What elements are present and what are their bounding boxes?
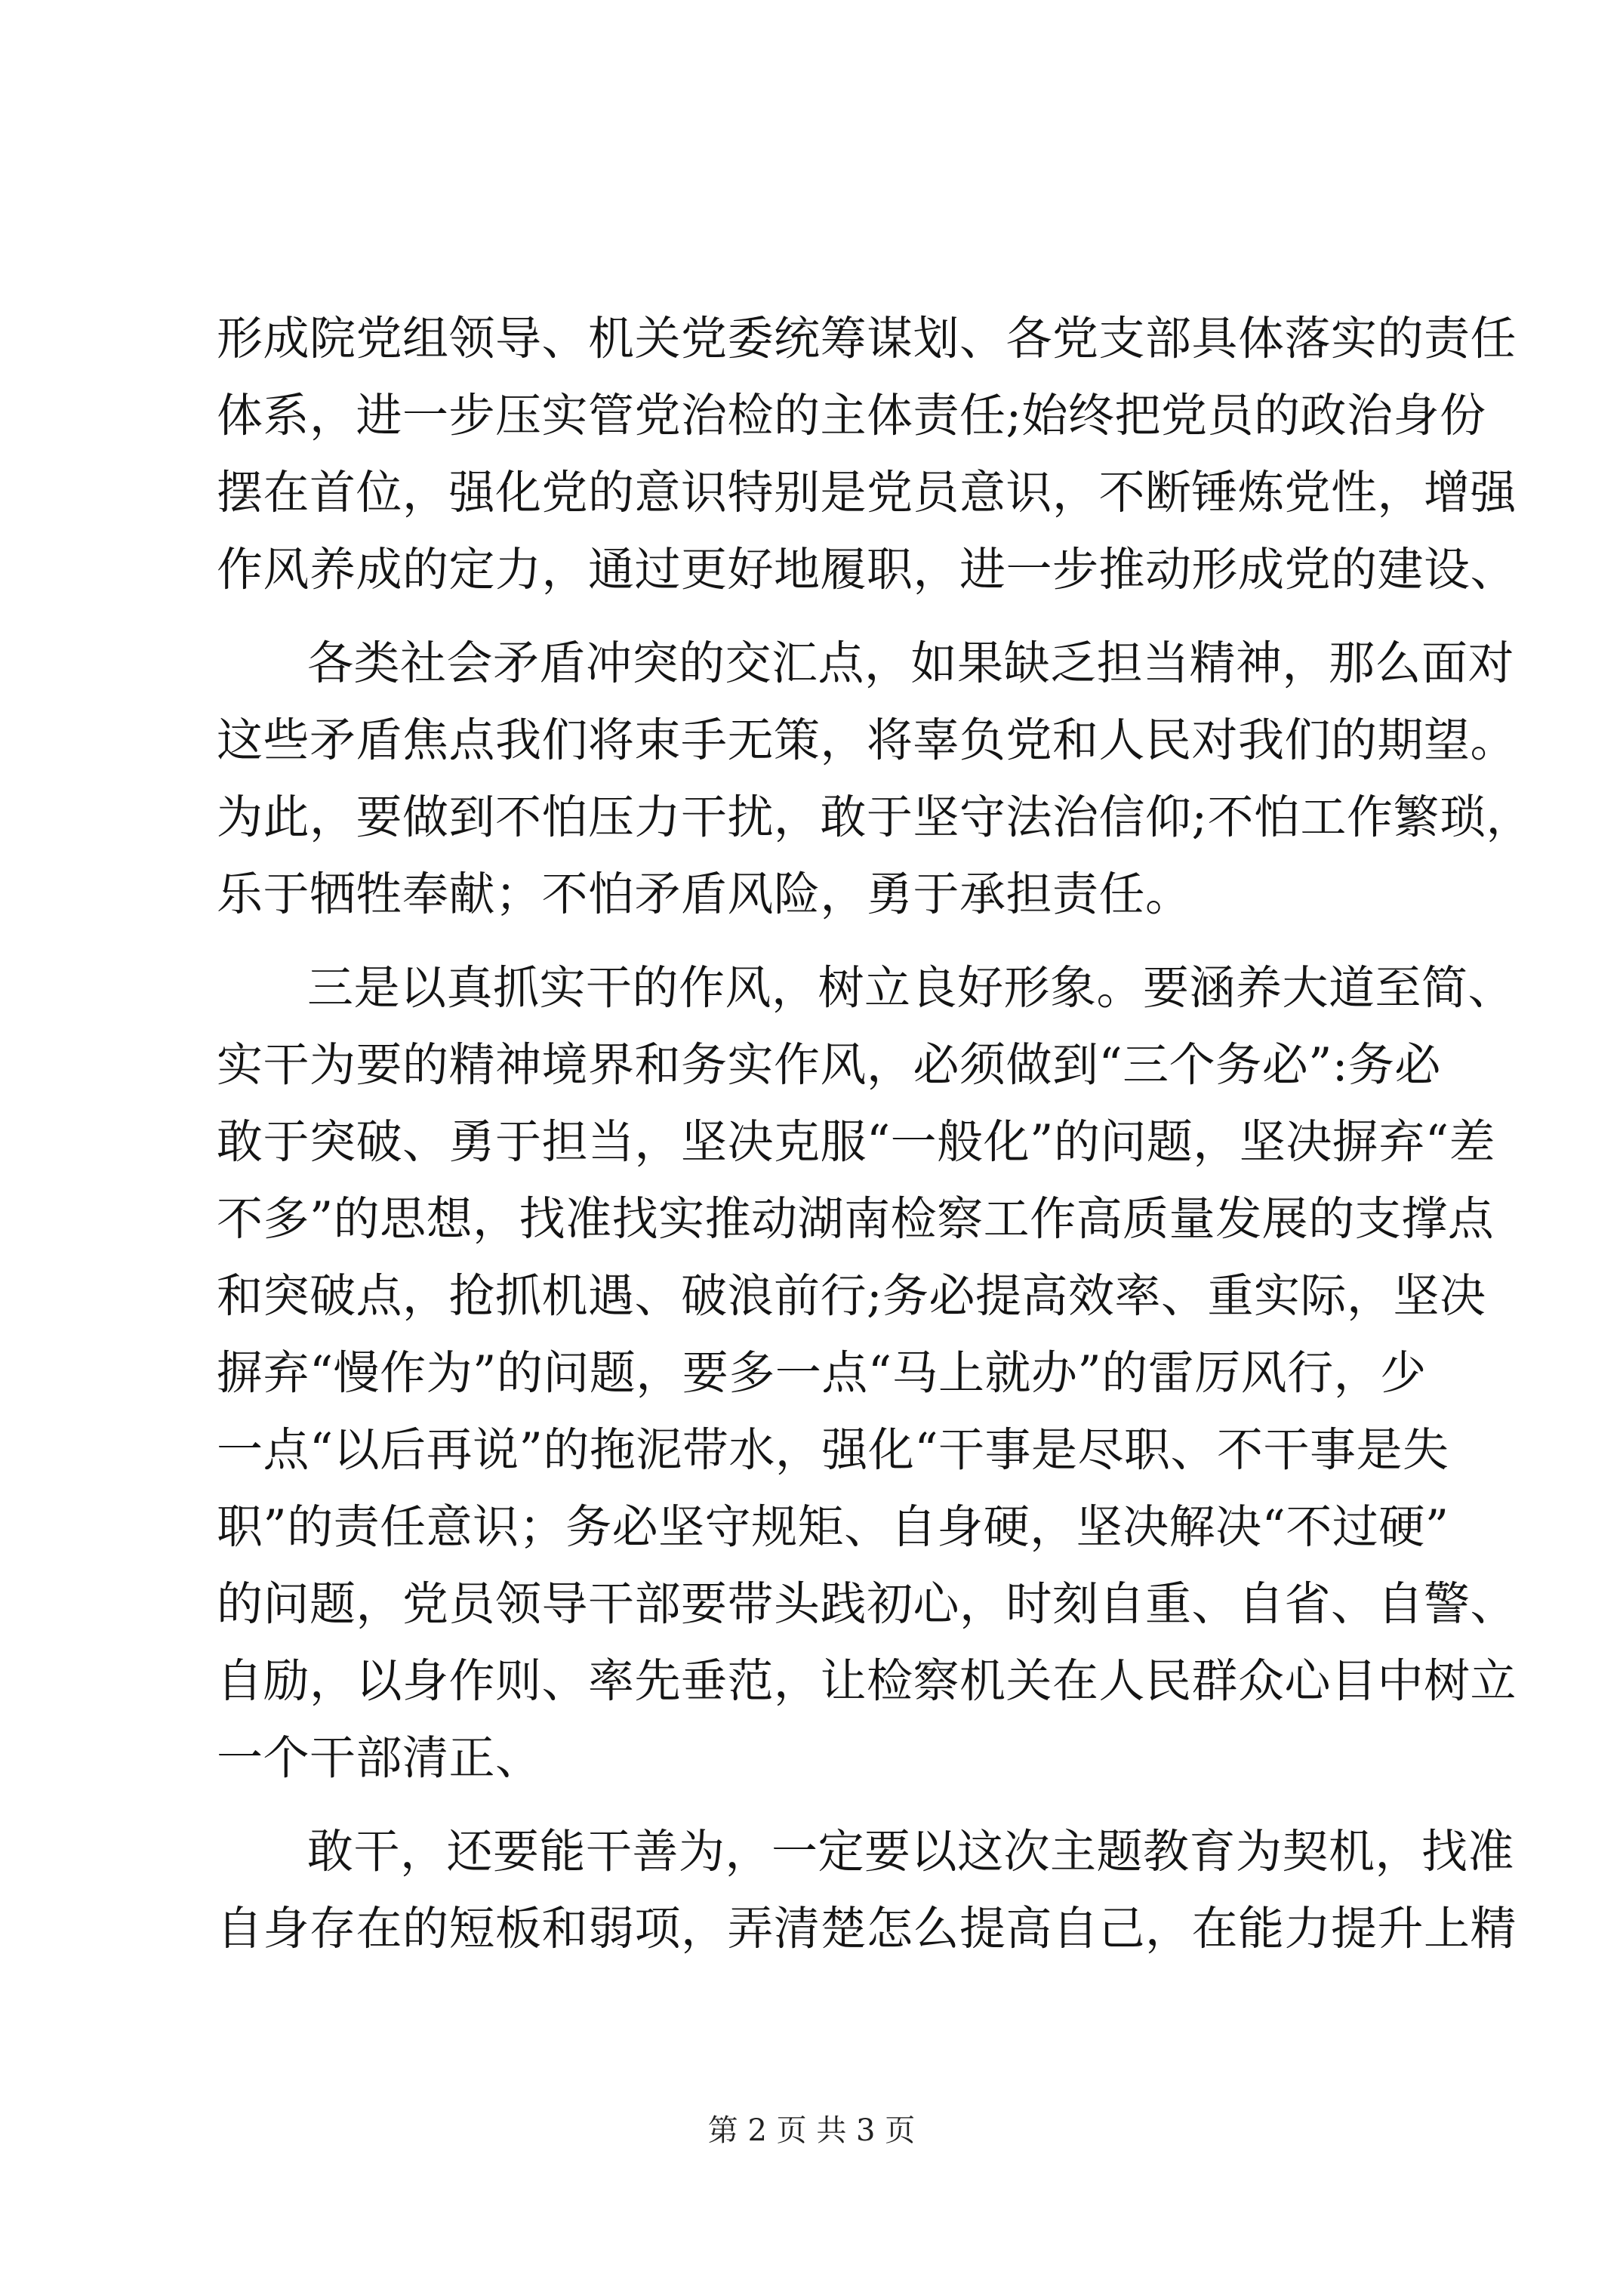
text-line: 自身存在的短板和弱项，弄清楚怎么提高自己，在能力提升上精	[217, 1902, 1517, 1955]
text-line: 三是以真抓实干的作风，树立良好形象。要涵养大道至简、	[307, 961, 1515, 1015]
page-number-footer: 第 2 页 共 3 页	[707, 2113, 916, 2148]
text-line: 的问题，党员领导干部要带头践初心，时刻自重、自省、自警、	[217, 1577, 1517, 1631]
text-line: 和突破点，抢抓机遇、破浪前行;务必提高效率、重实际，坚决	[217, 1269, 1486, 1323]
paragraph	[217, 1814, 1517, 1968]
paragraph	[217, 625, 1533, 933]
text-line: 为此，要做到不怕压力干扰，敢于坚守法治信仰;不怕工作繁琐，	[217, 791, 1533, 844]
text-line: 各类社会矛盾冲突的交汇点，如果缺乏担当精神，那么面对	[307, 636, 1515, 690]
text-line: 形成院党组领导、机关党委统筹谋划、各党支部具体落实的责任	[217, 312, 1517, 365]
text-line: 作风养成的定力，通过更好地履职，进一步推动形成党的建设、	[217, 543, 1517, 596]
text-line: 一点“以后再说”的拖泥带水，强化“干事是尽职、不干事是失	[217, 1423, 1449, 1477]
text-line: 乐于牺牲奉献；不怕矛盾风险，勇于承担责任。	[217, 868, 1192, 921]
text-line: 不多”的思想，找准找实推动湖南检察工作高质量发展的支撑点	[217, 1192, 1495, 1246]
text-line: 职”的责任意识；务必坚守规矩、自身硬，坚决解决“不过硬”	[217, 1500, 1449, 1554]
text-line: 敢干，还要能干善为，一定要以这次主题教育为契机，找准	[307, 1825, 1515, 1878]
text-line: 体系，进一步压实管党治检的主体责任;始终把党员的政治身份	[217, 389, 1486, 442]
paragraph	[217, 300, 1517, 609]
paragraph	[217, 950, 1517, 1797]
text-line: 摆在首位，强化党的意识特别是党员意识，不断锤炼党性，增强	[217, 466, 1517, 519]
text-line: 实干为要的精神境界和务实作风，必须做到“三个务必”:务必	[217, 1038, 1441, 1092]
text-line: 自励，以身作则、率先垂范，让检察机关在人民群众心目中树立	[217, 1654, 1517, 1708]
text-line: 摒弃“慢作为”的问题，要多一点“马上就办”的雷厉风行，少	[217, 1346, 1427, 1400]
body-text	[217, 300, 1533, 1968]
text-line: 一个干部清正、	[217, 1731, 542, 1785]
text-line: 敢于突破、勇于担当，坚决克服“一般化”的问题，坚决摒弃“差	[217, 1115, 1496, 1169]
text-line: 这些矛盾焦点我们将束手无策，将辜负党和人民对我们的期望。	[217, 713, 1517, 767]
